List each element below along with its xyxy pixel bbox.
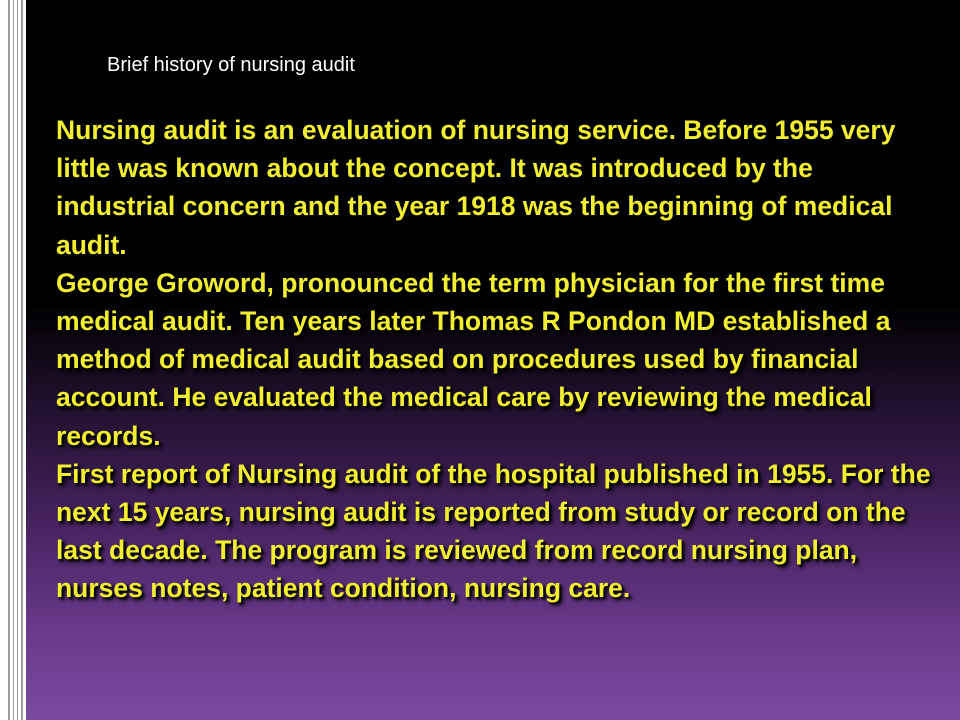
slide-title: Brief history of nursing audit (107, 54, 355, 76)
slide-body-text (56, 111, 936, 608)
paragraph-intro: Nursing audit is an evaluation of nursing service. Before 1955 very little was known about the concept. It was introduced by the industrial concern and the year 1918 was the beginning of medical audit. (56, 115, 896, 260)
paragraph-first-report: First report of Nursing audit of the hospital published in 1955. For the next 15 years, nursing audit is reported from study or record on the last decade. The program is reviewed from record nursing plan, nurses notes, patient condition, nursing care. (56, 458, 931, 604)
left-border-decoration (8, 0, 26, 720)
paragraph-george-groword: George Groword, pronounced the term physician for the first time medical audit. Ten years later Thomas R Pondon MD established a method of medical audit based on procedures used by financial account. He evaluated the medical care by reviewing the medical records. (56, 267, 891, 451)
